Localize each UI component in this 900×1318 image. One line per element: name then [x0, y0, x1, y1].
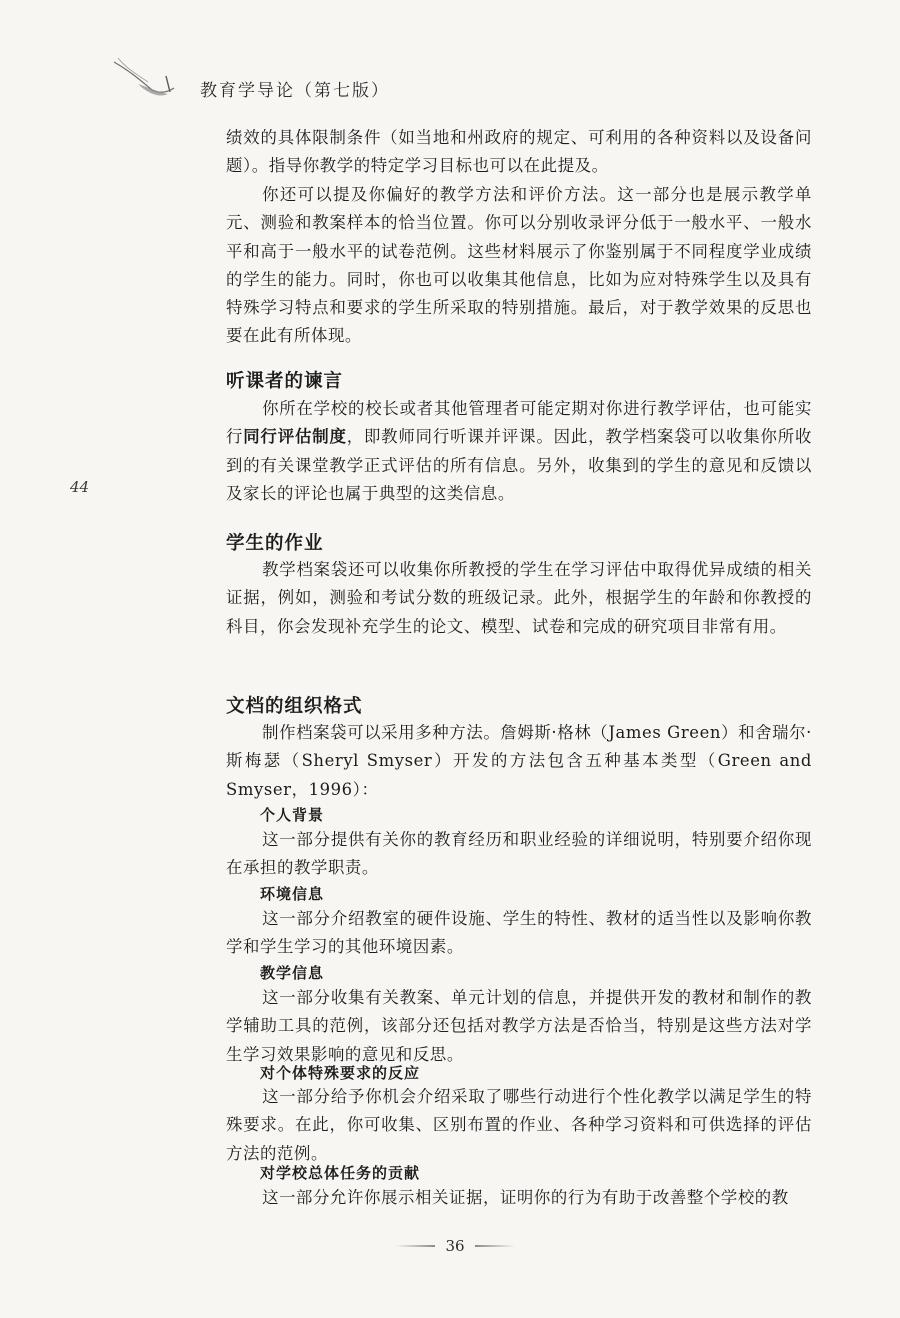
paragraph-text: ，即教师同行听课并评课。因此，教学档案袋可以收集你所收到的有关课堂教学正式评估的所有信息。另外，收集到的学生的意见和反馈以及家长的评论也属于典型的这类信息。	[226, 427, 812, 503]
subheading: 个人背景	[260, 806, 325, 824]
section-heading: 听课者的谏言	[226, 371, 344, 392]
feather-ornament-icon	[108, 48, 178, 102]
section-heading: 学生的作业	[226, 533, 324, 554]
paragraph: 这一部分允许你展示相关证据，证明你的行为有助于改善整个学校的教	[262, 1188, 789, 1207]
paragraph: 这一部分提供有关你的教育经历和职业经验的详细说明，特别要介绍你现在承担的教学职责。	[226, 830, 812, 878]
section-heading: 文档的组织格式	[226, 696, 363, 717]
paragraph: 制作档案袋可以采用多种方法。詹姆斯·格林（James Green）和舍瑞尔·斯梅瑟（Sheryl Smyser）开发的方法包含五种基本类型（Green and Smyser，1996）：	[226, 723, 812, 799]
paragraph: 这一部分收集有关教案、单元计划的信息，并提供开发的教材和制作的教学辅助工具的范例，该部分还包括对教学方法是否恰当，特别是这些方法对学生学习效果影响的意见和反思。	[226, 988, 812, 1064]
paragraph: 你还可以提及你偏好的教学方法和评价方法。这一部分也是展示教学单元、测验和教案样本的恰当位置。你可以分别收录评分低于一般水平、一般水平和高于一般水平的试卷范例。这些材料展示了你鉴别属于不同程度学业成绩的学生的能力。同时，你也可以收集其他信息，比如为应对特殊学生以及具有特殊学习特点和要求的学生所采取的特别措施。最后，对于教学效果的反思也要在此有所体现。	[226, 185, 812, 346]
subheading: 环境信息	[260, 885, 325, 903]
page-number: 36	[445, 1237, 465, 1255]
paragraph: 教学档案袋还可以收集你所教授的学生在学习评估中取得优异成绩的相关证据，例如，测验和考试分数的班级记录。此外，根据学生的年龄和你教授的科目，你会发现补充学生的论文、模型、试卷和完成的研究项目非常有用。	[226, 560, 812, 636]
paragraph: 这一部分介绍教室的硬件设施、学生的特性、教材的适当性以及影响你教学和学生学习的其他环境因素。	[226, 909, 812, 957]
subheading: 对学校总体任务的贡献	[260, 1164, 421, 1182]
footer-rule	[395, 1245, 435, 1247]
paragraph: 这一部分给予你机会介绍采取了哪些行动进行个性化教学以满足学生的特殊要求。在此，你可收集、区别布置的作业、各种学习资料和可供选择的评估方法的范例。	[226, 1087, 812, 1163]
subheading: 教学信息	[260, 964, 325, 982]
running-header: 教育学导论（第七版）	[200, 81, 390, 101]
paragraph-text: 你所在学校的校长或者其他管理者可能定期对你进行教学评估，也可能实行	[226, 399, 812, 447]
page-footer	[390, 1236, 520, 1256]
paragraph	[226, 395, 812, 508]
paragraph: 绩效的具体限制条件（如当地和州政府的规定、可利用的各种资料以及设备问题）。指导你教学的特定学习目标也可以在此提及。	[226, 128, 812, 176]
subheading: 对个体特殊要求的反应	[260, 1064, 421, 1082]
key-term: 同行评估制度	[243, 427, 347, 447]
margin-page-number: 44	[70, 478, 90, 496]
footer-rule	[475, 1245, 515, 1247]
